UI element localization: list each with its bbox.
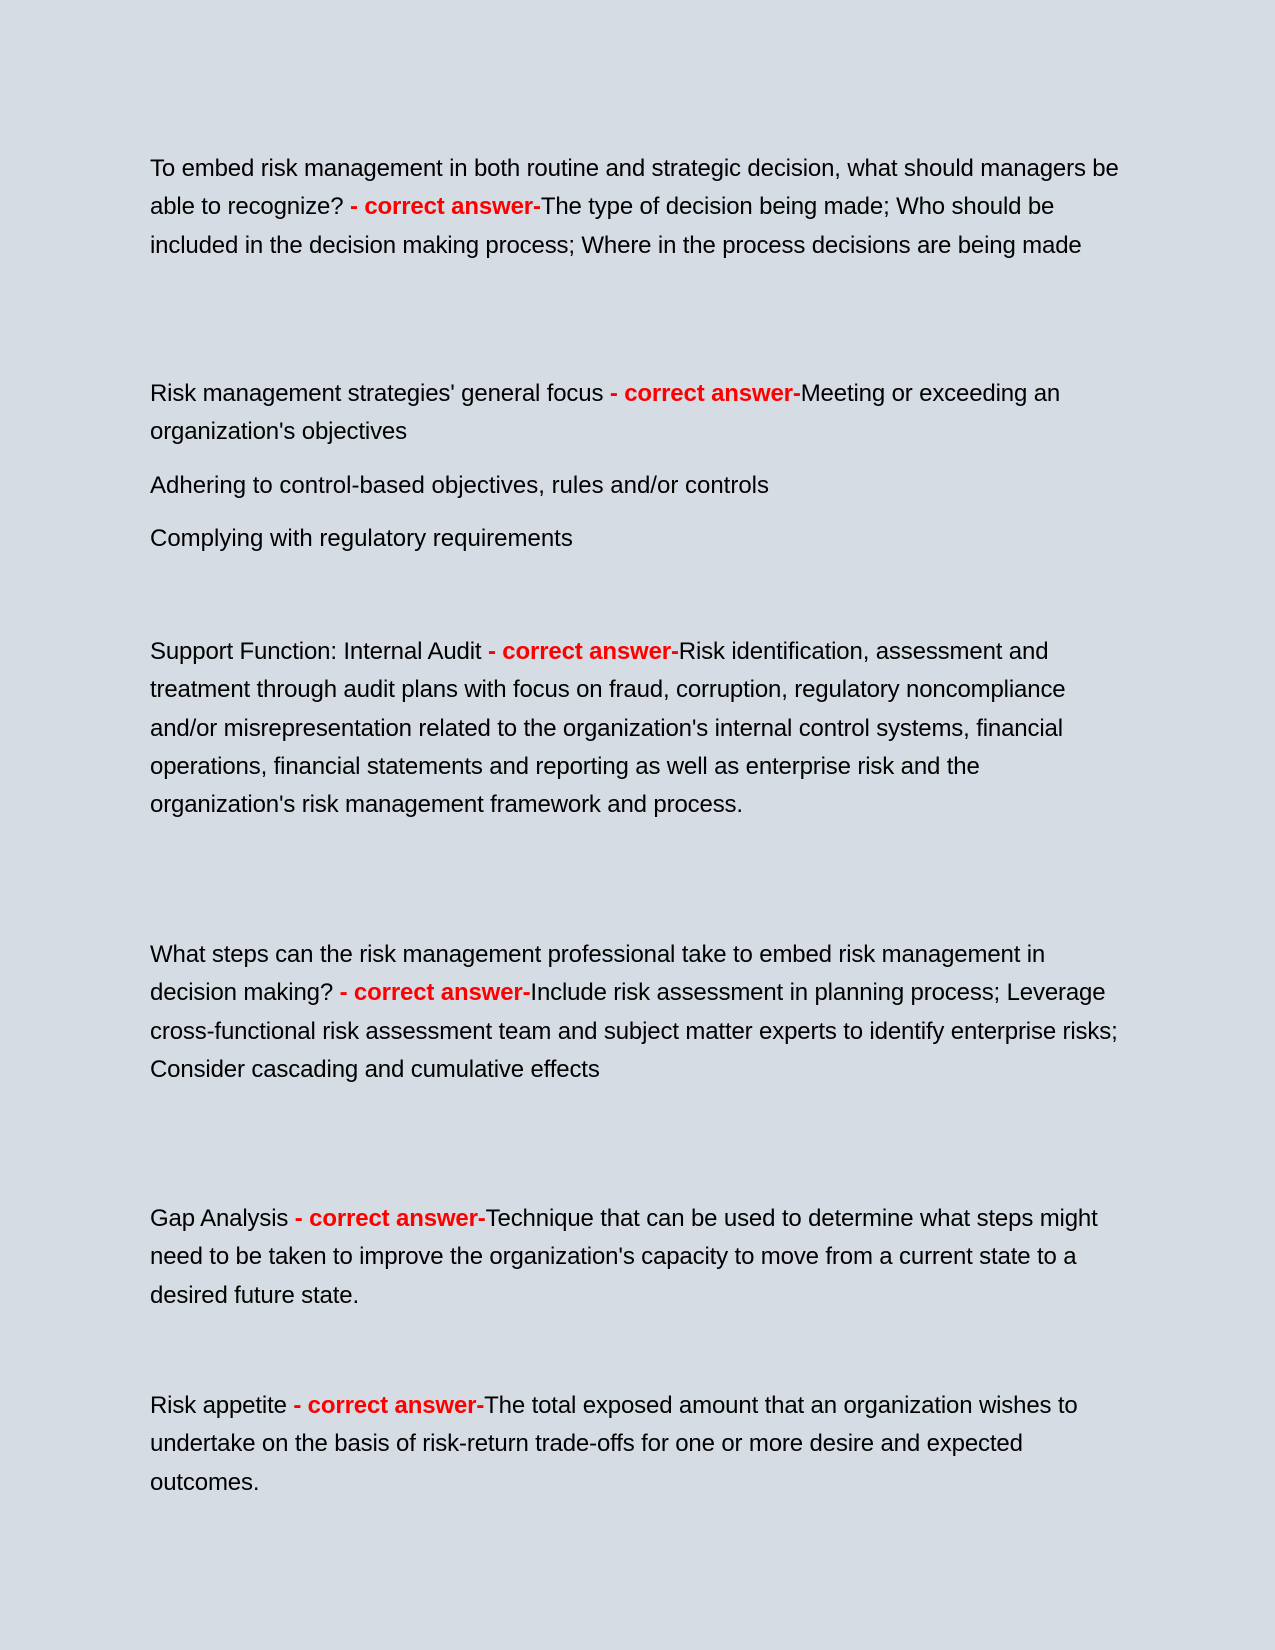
- correct-answer-label: - correct answer-: [339, 979, 531, 1007]
- qa-paragraph: [150, 633, 1130, 824]
- qa-entry: [150, 936, 1130, 1089]
- qa-paragraph: [150, 375, 1130, 452]
- qa-entry: [150, 375, 1130, 558]
- answer-text: Risk identification, assessment and treatment through audit plans with focus on fraud, corruption, regulatory noncompliance and/or misrepresentation related to the organization's internal control systems, financial operations, financial statements and reporting as well as enterprise risk and the organization's risk management framework and process.: [150, 638, 1066, 819]
- qa-paragraph: [150, 936, 1130, 1089]
- correct-answer-label: - correct answer-: [293, 1392, 485, 1419]
- question-text: Risk appetite: [150, 1392, 294, 1419]
- correct-answer-label: - correct answer-: [349, 193, 541, 221]
- qa-paragraph: [150, 1200, 1130, 1315]
- qa-entry: [150, 150, 1130, 265]
- qa-entry: [150, 1387, 1130, 1502]
- qa-paragraph: [150, 150, 1130, 265]
- correct-answer-label: - correct answer-: [294, 1205, 486, 1232]
- question-text: Gap Analysis: [150, 1205, 295, 1232]
- correct-answer-label: - correct answer-: [609, 380, 801, 407]
- answer-text: Technique that can be used to determine what steps might need to be taken to improve the organization's capacity to move from a current state to a desired future state.: [150, 1205, 1098, 1309]
- answer-text: The total exposed amount that an organization wishes to undertake on the basis of risk-return trade-offs for one or more desire and expected outcomes.: [150, 1392, 1078, 1496]
- answer-text: The type of decision being made; Who should be included in the decision making process; Where in the process decisions are being made: [150, 193, 1082, 259]
- qa-entry: [150, 1200, 1130, 1315]
- answer-extra-line: Complying with regulatory requirements: [150, 524, 573, 552]
- question-text: Support Function: Internal Audit: [150, 638, 488, 665]
- correct-answer-label: - correct answer-: [487, 638, 679, 665]
- question-text: Risk management strategies' general focus: [150, 380, 610, 407]
- qa-entry: [150, 633, 1130, 824]
- question-text: To embed risk management in both routine and strategic decision, what should managers be able to recognize?: [150, 155, 1119, 221]
- qa-paragraph: [150, 1387, 1130, 1502]
- answer-text: Meeting or exceeding an organization's objectives: [150, 380, 1061, 446]
- answer-extra-line: Adhering to control-based objectives, rules and/or controls: [150, 471, 770, 499]
- question-text: What steps can the risk management professional take to embed risk management in decision making?: [150, 941, 1046, 1007]
- answer-text: Include risk assessment in planning process; Leverage cross-functional risk assessment team and subject matter experts to identify enterprise risks; Consider cascading and cumulative effects: [150, 979, 1118, 1083]
